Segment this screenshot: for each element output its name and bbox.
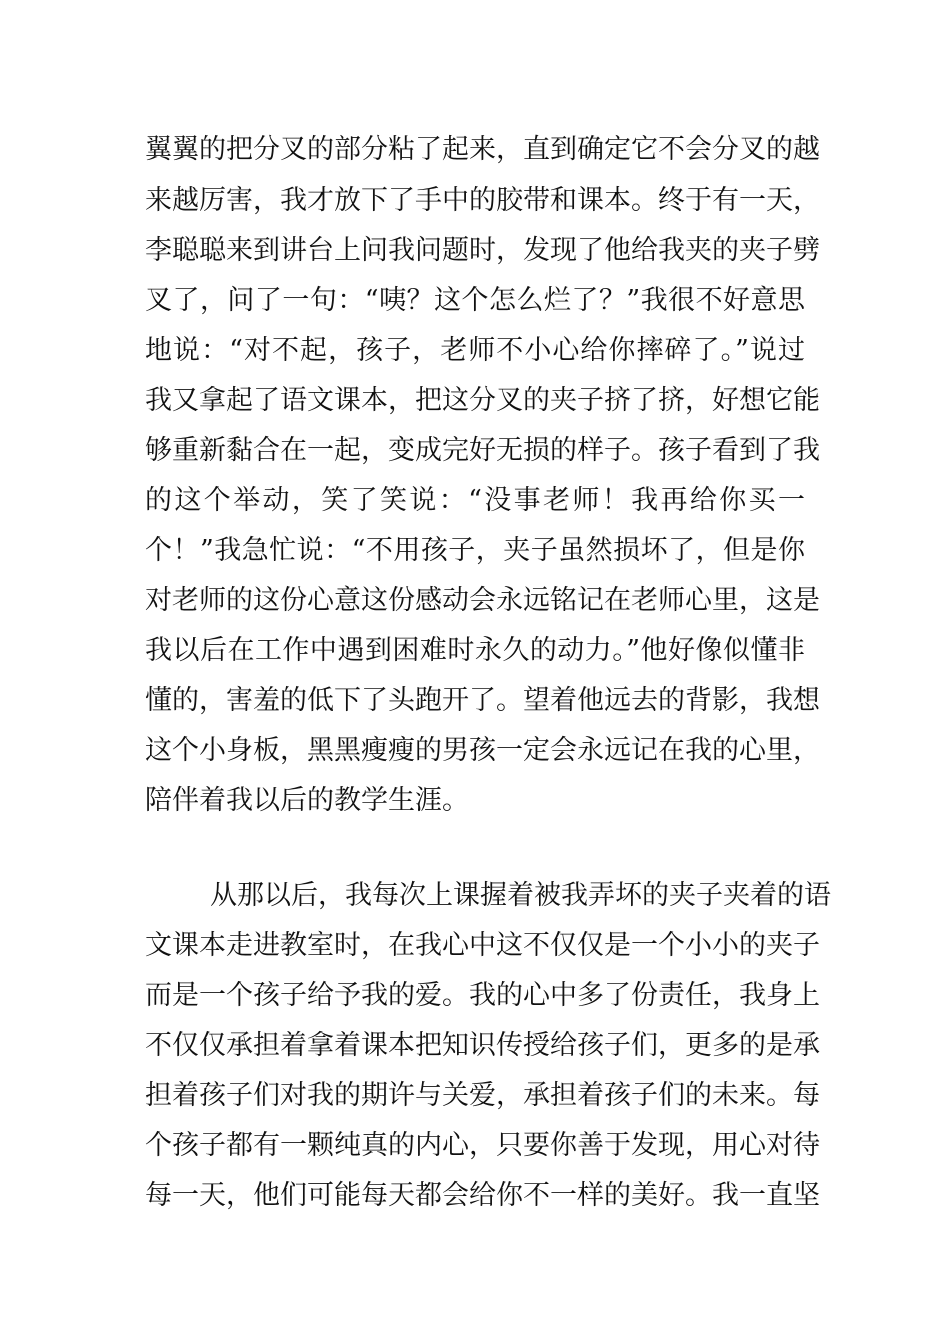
text-line: 不仅仅承担着拿着课本把知识传授给孩子们，更多的是承 — [145, 1030, 820, 1061]
text-line: 叉了，问了一句：“咦？这个怎么烂了？”我很不好意思 — [145, 285, 805, 316]
text-line: 个！”我急忙说：“不用孩子，夹子虽然损坏了，但是你 — [145, 535, 805, 566]
text-line: 从那以后，我每次上课握着被我弄坏的夹子夹着的语 — [210, 880, 831, 911]
text-line: 的这个举动，笑了笑说：“没事老师！我再给你买一 — [145, 485, 805, 516]
text-line: 个孩子都有一颗纯真的内心，只要你善于发现，用心对待 — [145, 1130, 820, 1161]
text-line: 文课本走进教室时，在我心中这不仅仅是一个小小的夹子 — [145, 930, 820, 961]
text-line: 翼翼的把分叉的部分粘了起来，直到确定它不会分叉的越 — [145, 134, 820, 165]
text-line: 每一天，他们可能每天都会给你不一样的美好。我一直坚 — [145, 1180, 820, 1211]
text-line: 够重新黏合在一起，变成完好无损的样子。孩子看到了我 — [145, 435, 820, 466]
text-line: 李聪聪来到讲台上问我问题时，发现了他给我夹的夹子劈 — [145, 235, 820, 266]
text-line: 我又拿起了语文课本，把这分叉的夹子挤了挤，好想它能 — [145, 385, 820, 416]
text-line: 陪伴着我以后的教学生涯。 — [145, 785, 469, 816]
text-line: 来越厉害，我才放下了手中的胶带和课本。终于有一天， — [145, 185, 820, 216]
text-line: 对老师的这份心意这份感动会永远铭记在老师心里，这是 — [145, 585, 820, 616]
text-line: 担着孩子们对我的期许与关爱，承担着孩子们的未来。每 — [145, 1080, 820, 1111]
text-line: 懂的，害羞的低下了头跑开了。望着他远去的背影，我想 — [145, 685, 820, 716]
text-line: 我以后在工作中遇到困难时永久的动力。”他好像似懂非 — [145, 635, 805, 666]
text-line: 地说：“对不起，孩子，老师不小心给你摔碎了。”说过 — [145, 335, 805, 366]
text-line: 而是一个孩子给予我的爱。我的心中多了份责任，我身上 — [145, 980, 820, 1011]
text-line: 这个小身板，黑黑瘦瘦的男孩一定会永远记在我的心里， — [145, 735, 820, 766]
